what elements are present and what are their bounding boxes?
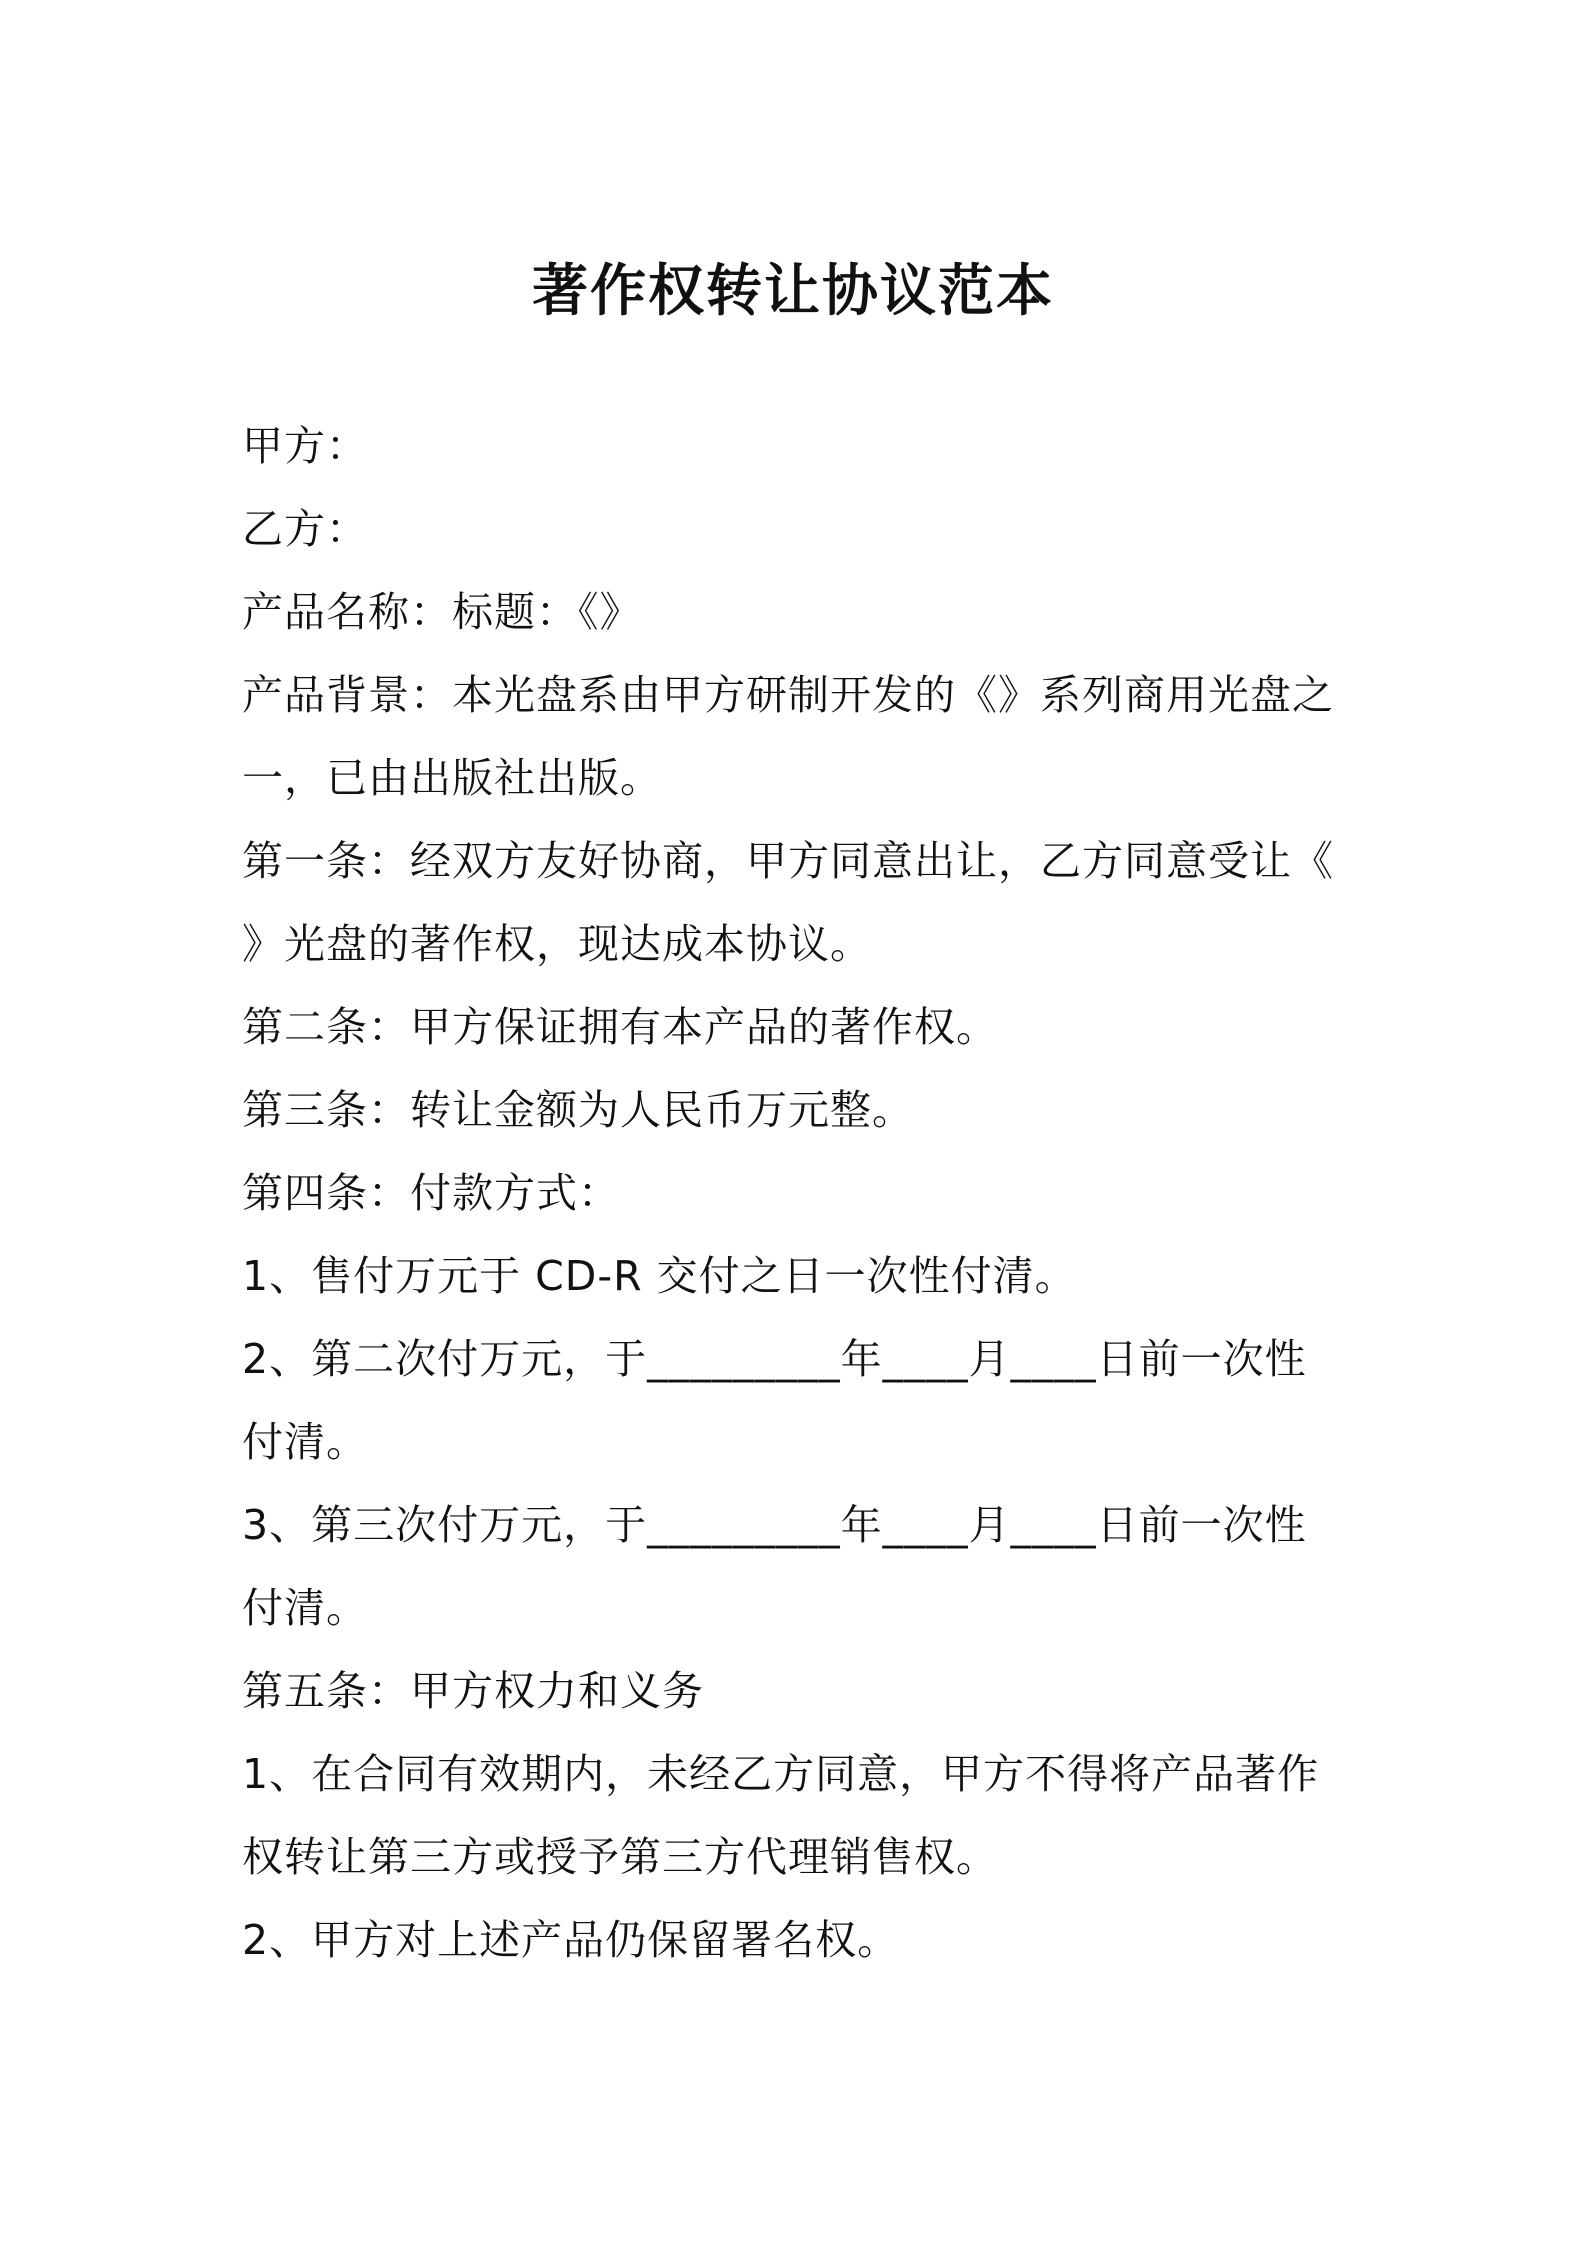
article-1-line-2: 》光盘的著作权，现达成本协议。 — [242, 920, 872, 968]
article-2-line: 第二条：甲方保证拥有本产品的著作权。 — [242, 1003, 998, 1051]
product-background-line: 产品背景：本光盘系由甲方研制开发的《》系列商用光盘之 — [242, 671, 1334, 719]
product-name-line: 产品名称：标题：《》 — [242, 588, 642, 636]
obligation-item-2: 2、甲方对上述产品仍保留署名权。 — [242, 1916, 900, 1964]
document-title: 著作权转让协议范本 — [532, 259, 1054, 324]
obligation-item-1-cont: 权转让第三方或授予第三方代理销售权。 — [242, 1833, 998, 1881]
product-background-line-2: 一，已由出版社出版。 — [242, 754, 662, 802]
article-1-line: 第一条：经双方友好协商，甲方同意出让，乙方同意受让《 — [242, 837, 1334, 885]
obligation-item-1: 1、在合同有效期内，未经乙方同意，甲方不得将产品著作 — [242, 1750, 1320, 1798]
article-3-line: 第三条：转让金额为人民币万元整。 — [242, 1086, 914, 1134]
party-b-line: 乙方： — [242, 505, 368, 553]
payment-item-3: 3、第三次付万元，于_________年____月____日前一次性 — [242, 1501, 1307, 1549]
party-a-line: 甲方： — [242, 422, 368, 470]
article-4-line: 第四条：付款方式： — [242, 1169, 620, 1217]
payment-item-1: 1、售付万元于 CD-R 交付之日一次性付清。 — [242, 1252, 1077, 1300]
document-body — [242, 405, 1352, 1982]
article-5-line: 第五条：甲方权力和义务 — [242, 1667, 704, 1715]
payment-item-2: 2、第二次付万元，于_________年____月____日前一次性 — [242, 1335, 1307, 1383]
payment-item-3-cont: 付清。 — [242, 1584, 368, 1632]
payment-item-2-cont: 付清。 — [242, 1418, 368, 1466]
